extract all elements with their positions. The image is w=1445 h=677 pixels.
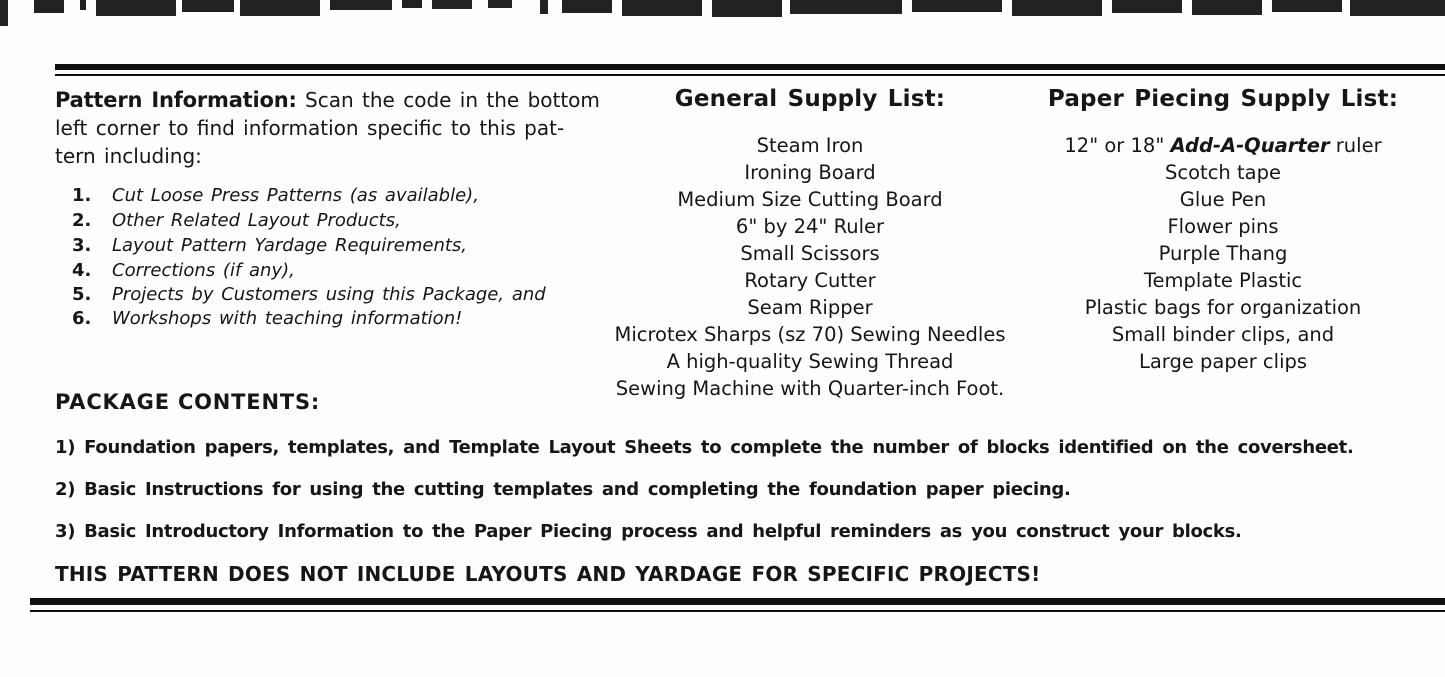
package-contents-item-1: 1) Foundation papers, templates, and Template Layout Sheets to complete the number of blocks identified on the coversheet.: [55, 437, 1354, 458]
package-contents-heading: PACKAGE CONTENTS:: [55, 390, 321, 414]
supply-item: A high-quality Sewing Thread: [666, 350, 954, 373]
supply-item: Medium Size Cutting Board: [677, 188, 943, 211]
paper-piecing-list: [1018, 132, 1428, 375]
pattern-info-line1: [55, 88, 600, 112]
disclaimer-line: THIS PATTERN DOES NOT INCLUDE LAYOUTS AND YARDAGE FOR SPECIFIC PROJECTS!: [55, 562, 1041, 586]
supply-item-ruler: [1018, 132, 1428, 159]
item-text: Other Related Layout Products,: [112, 210, 401, 231]
pattern-info-item-2: [72, 210, 401, 231]
paper-piecing-heading: Paper Piecing Supply List:: [1047, 86, 1399, 112]
supply-item: Small Scissors: [740, 242, 880, 265]
pattern-info-heading: Pattern Information:: [55, 88, 297, 112]
item-text: Projects by Customers using this Package, and: [112, 284, 546, 305]
ruler-prefix: 12" or 18": [1064, 134, 1171, 157]
supply-item: Sewing Machine with Quarter-inch Foot.: [615, 377, 1005, 400]
supply-item: Flower pins: [1167, 215, 1279, 238]
supply-item: Microtex Sharps (sz 70) Sewing Needles: [614, 323, 1006, 346]
bottom-rule-thin: [30, 610, 1445, 612]
pattern-info-line2: left corner to find information specific to this pat-: [55, 116, 565, 140]
item-text: Workshops with teaching information!: [112, 308, 463, 329]
supply-item: Template Plastic: [1143, 269, 1303, 292]
item-text: Cut Loose Press Patterns (as available),: [112, 185, 479, 206]
supply-item: Plastic bags for organization: [1084, 296, 1362, 319]
supply-item: Ironing Board: [744, 161, 876, 184]
pattern-info-intro1: Scan the code in the bottom: [305, 88, 600, 112]
item-number: 4.: [72, 260, 92, 281]
supply-item: Large paper clips: [1138, 350, 1308, 373]
supply-item: Steam Iron: [756, 134, 864, 157]
item-number: 6.: [72, 308, 92, 329]
pattern-info-item-6: [72, 308, 462, 329]
general-supply-heading: General Supply List:: [674, 86, 946, 112]
supply-item: Glue Pen: [1179, 188, 1267, 211]
package-contents-item-3: 3) Basic Introductory Information to the Paper Piecing process and helpful reminders as you construct your blocks.: [55, 521, 1242, 542]
pattern-info-item-1: [72, 185, 479, 206]
top-rule-thin: [55, 74, 1445, 76]
pattern-info-item-4: [72, 260, 295, 281]
item-number: 5.: [72, 284, 92, 305]
ruler-brand: Add-A-Quarter: [1170, 134, 1330, 157]
pattern-info-line3: tern including:: [55, 144, 202, 168]
supply-item: 6" by 24" Ruler: [735, 215, 885, 238]
ruler-suffix: ruler: [1329, 134, 1382, 157]
pattern-info-item-3: [72, 235, 467, 256]
item-text: Layout Pattern Yardage Requirements,: [112, 235, 468, 256]
general-supply-list: [575, 132, 1045, 402]
package-contents-item-2: 2) Basic Instructions for using the cutting templates and completing the foundation paper piecing.: [55, 479, 1071, 500]
top-rule-thick: [55, 64, 1445, 70]
item-number: 3.: [72, 235, 92, 256]
bottom-rule-thick: [30, 598, 1445, 605]
scan-artifact-top-edge: [0, 0, 1445, 30]
item-text: Corrections (if any),: [112, 260, 295, 281]
supply-item: Rotary Cutter: [744, 269, 876, 292]
item-number: 1.: [72, 185, 92, 206]
supply-item: Small binder clips, and: [1111, 323, 1335, 346]
supply-item: Purple Thang: [1158, 242, 1288, 265]
supply-item: Seam Ripper: [747, 296, 873, 319]
item-number: 2.: [72, 210, 92, 231]
pattern-info-item-5: [72, 284, 546, 305]
supply-item: Scotch tape: [1165, 161, 1281, 184]
